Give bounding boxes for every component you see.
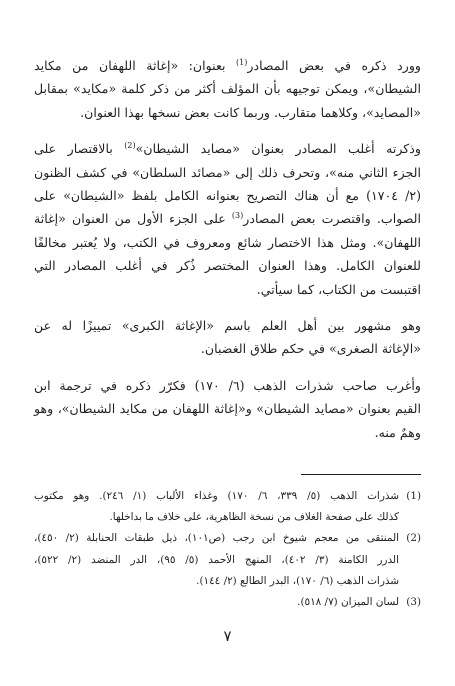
page-number: ٧	[223, 627, 232, 645]
main-text	[34, 54, 421, 457]
footnote-number: (1)	[406, 490, 421, 502]
footnote-line: كذلك على صفحة الغلاف من نسخة الظاهرية، على خلاف ما بداخلها.	[109, 511, 399, 524]
footnote-line: لسان الميزان (٧/ ٥١٨).	[297, 596, 399, 609]
footnotes	[34, 486, 421, 613]
footnote-number: (2)	[406, 532, 421, 545]
text-line: اللهفان». ومثل هذا الاختصار شائع ومعروف في الكتب، ولا يُعتبر مخالفًا	[34, 234, 421, 250]
paragraph-2	[34, 137, 421, 301]
footnote-separator	[301, 474, 421, 475]
footnote-ref: (2)	[124, 141, 136, 151]
footnote-line: الدرر الكامنة (٣/ ٤٠٢)، المنهج الأحمد (٥/ ٩٥)، الدر المنضد (٢/ ٥٢٢)،	[34, 553, 399, 566]
paragraph-1	[34, 54, 421, 124]
footnote-ref: (3)	[231, 211, 244, 221]
text-line: «الإغاثة الصغرى» في حكم طلاق الغضبان.	[200, 341, 421, 357]
paragraph-4	[34, 374, 421, 444]
footnote-1	[34, 486, 421, 528]
text-line: وأغرب صاحب شذرات الذهب (٦/ ١٧٠) فكرّر ذكره في ترجمة ابن	[34, 377, 422, 393]
text-line: القيم بعنوان «مصايد الشيطان» و«إغاثة اللهفان من مكايد الشيطان»، وهو	[34, 401, 421, 417]
text-line: اقتبست من الكتاب، كما سيأتي.	[256, 281, 421, 297]
text-line: الجزء الثاني منه»، وتحرف ذلك إلى «مصائد السلطان» في كشف الظنون	[34, 164, 421, 180]
footnote-number: (3)	[406, 596, 421, 609]
footnote-3	[34, 592, 421, 613]
text-line: «المصايد»، وكلاهما متقارب. وربما كانت بعض نسخها بهذا العنوان.	[80, 104, 421, 120]
text-line: وهو مشهور بين أهل العلم باسم «الإغاثة الكبرى» تمييزًا له عن	[34, 318, 421, 334]
text-line: وذكرته أغلب المصادر بعنوان «مصايد الشيطان»$^{(2)}$ بالاقتصار على	[34, 141, 421, 157]
text-line: وورد ذكره في بعض المصادر$^{(1)}$ بعنوان: «إغاثة اللهفان من مكايد	[34, 57, 422, 73]
text-line: للعنوان الكامل. وهذا العنوان المختصر ذُكر في أغلب المصادر التي	[34, 258, 421, 274]
text-line: (٢/ ١٧٠٤) مع أن هناك التصريح بعنوانه الكامل بلفظ «الشيطان» على	[34, 188, 421, 204]
footnote-line: المنتقى من معجم شيوخ ابن رجب (ص١٠١)، ذيل طبقات الحنابلة (٢/ ٤٥٠)،	[34, 532, 399, 545]
text-line: وهمٌ منه.	[374, 424, 421, 440]
paragraph-3	[34, 314, 421, 361]
footnote-2	[34, 528, 421, 592]
footnote-ref: (1)	[236, 57, 248, 67]
footnote-line: شذرات الذهب (٥/ ٣٣٩، ٦/ ١٧٠) وغذاء الألباب (١/ ٢٤٦). وهو مكتوب	[34, 490, 399, 502]
text-line: الصواب. واقتصرت بعض المصادر$^{(3)}$ على الجزء الأول من العنوان «إغاثة	[34, 211, 421, 227]
footnote-line: شذرات الذهب (٦/ ١٧٠)، البدر الطالع (٢/ ١٤٤).	[196, 574, 399, 587]
text-line: الشيطان»، ويمكن توجيهه بأن المؤلف أكثر من ذكر كلمة «مكايد» بمقابل	[34, 81, 421, 97]
